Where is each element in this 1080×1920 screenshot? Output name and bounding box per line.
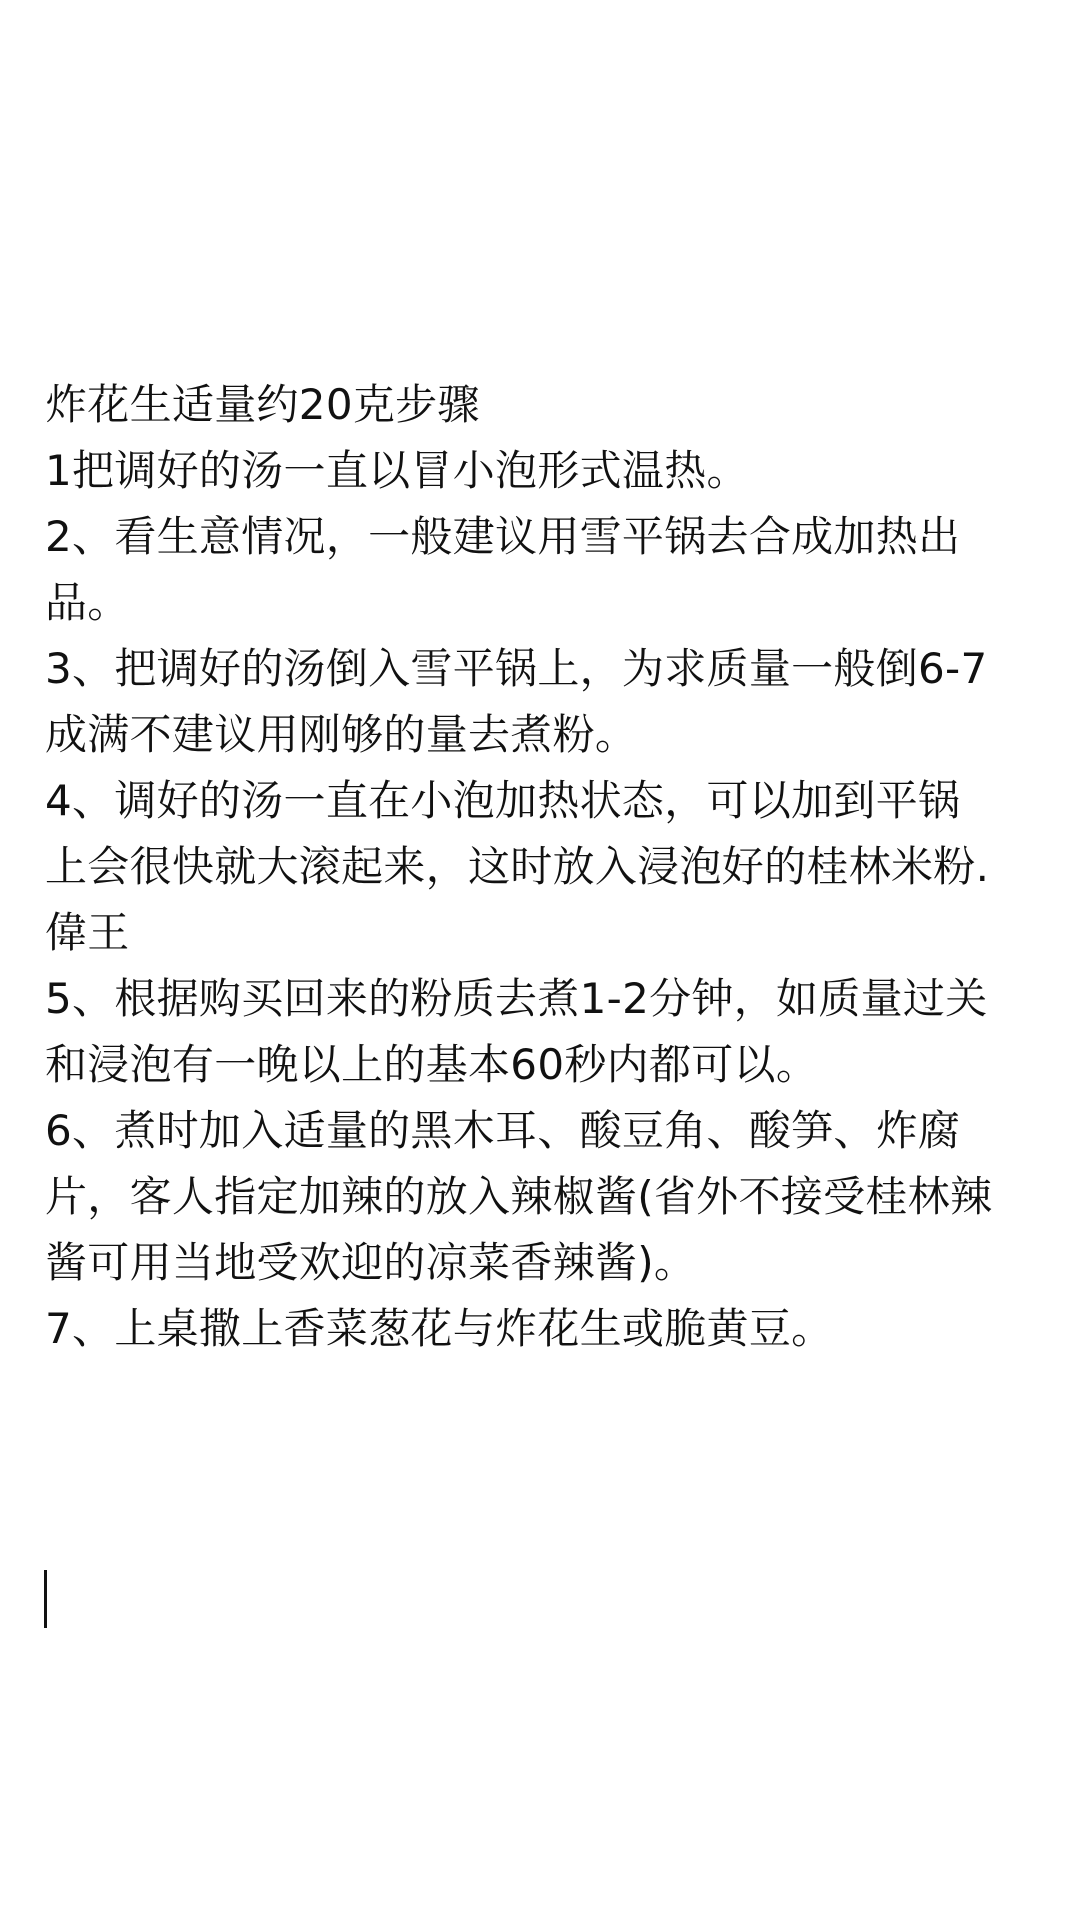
- note-line: 和浸泡有一晚以上的基本60秒内都可以。: [45, 1040, 819, 1089]
- note-line: 2、看生意情况，一般建议用雪平锅去合成加热出: [45, 512, 961, 561]
- note-line: 5、根据购买回来的粉质去煮1-2分钟，如质量过关: [45, 974, 988, 1023]
- note-line: 6、煮时加入适量的黑木耳、酸豆角、酸笋、炸腐: [45, 1106, 961, 1155]
- note-line: 酱可用当地受欢迎的凉菜香辣酱)。: [45, 1238, 697, 1287]
- note-line: 成满不建议用刚够的量去煮粉。: [45, 710, 638, 759]
- text-cursor: [44, 1570, 47, 1628]
- note-line: 上会很快就大滚起来，这时放入浸泡好的桂林米粉.: [45, 842, 990, 891]
- note-line: 4、调好的汤一直在小泡加热状态，可以加到平锅: [45, 776, 961, 825]
- note-line: 偉王: [45, 908, 130, 957]
- note-line: 1把调好的汤一直以冒小泡形式温热。: [45, 446, 749, 495]
- note-line: 7、上桌撒上香菜葱花与炸花生或脆黄豆。: [45, 1304, 834, 1353]
- note-line: 片，客人指定加辣的放入辣椒酱(省外不接受桂林辣: [45, 1172, 993, 1221]
- note-line: 3、把调好的汤倒入雪平锅上，为求质量一般倒6-7: [45, 644, 988, 693]
- note-line: 品。: [45, 578, 130, 627]
- note-text-area[interactable]: [45, 372, 1035, 1362]
- note-line: 炸花生适量约20克步骤: [45, 380, 480, 429]
